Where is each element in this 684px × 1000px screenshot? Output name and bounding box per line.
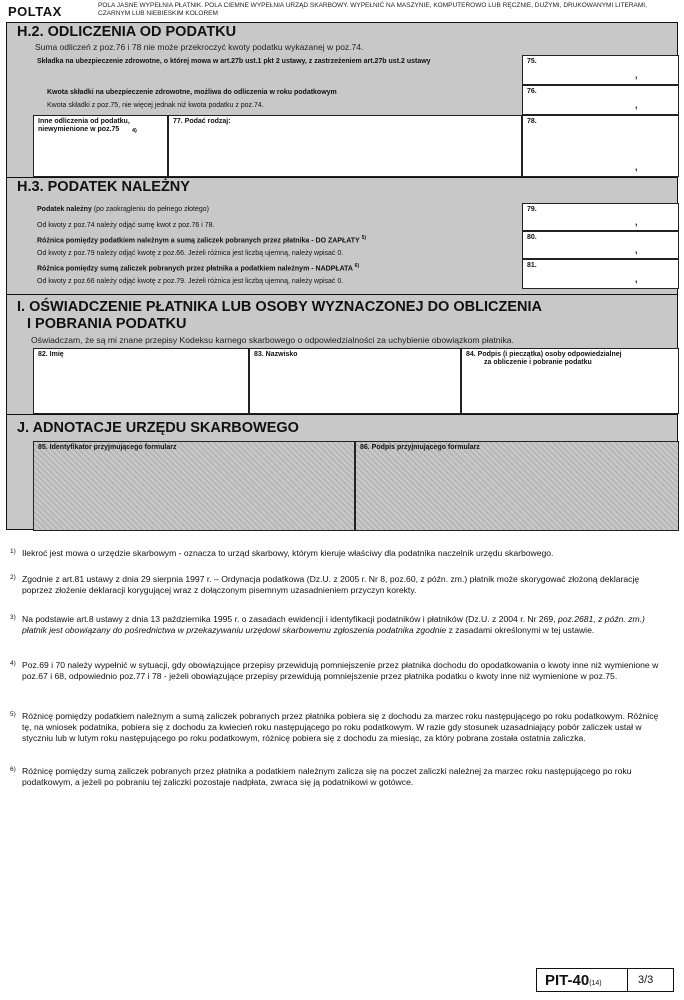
f75-number: 75. — [527, 58, 537, 65]
section-h3-title: H.3. PODATEK NALEŻNY — [17, 179, 190, 195]
f77-left-footnote-ref: 4) — [132, 128, 137, 134]
f80-number: 80. — [527, 234, 537, 241]
f79-number: 79. — [527, 206, 537, 213]
f78-amount-field[interactable] — [522, 115, 679, 177]
tax-office-id-field — [33, 441, 355, 531]
f81-label-main: Różnica pomiędzy sumą zaliczek pobranych przez płatnika a podatkiem należnym - NADPŁATA — [37, 265, 353, 273]
f81-amount-field[interactable] — [522, 259, 679, 289]
divider — [7, 294, 677, 295]
footnote-4 — [10, 660, 670, 682]
f75-decimal-comma: , — [635, 70, 638, 80]
f75-label: Składka na ubezpieczenie zdrowotne, o której mowa w art.27b ust.1 pkt 2 ustawy, z zastrzeżeniem art.27b ust.2 ustawy — [37, 58, 431, 65]
f81-decimal-comma: , — [635, 274, 638, 284]
f76-amount-field[interactable] — [522, 85, 679, 115]
f80-label-main: Różnica pomiędzy podatkiem należnym a sumą zaliczek pobranych przez płatnika - DO ZAPŁATY — [37, 237, 360, 245]
f81-number: 81. — [527, 262, 537, 269]
f84-label-line1: 84. Podpis (i pieczątka) osoby odpowiedzialnej — [466, 351, 622, 358]
footnote-1-text: Ilekroć jest mowa o urzędzie skarbowym - oznacza to urząd skarbowy, którym kieruje właściwy dla podatnika naczelnik urzędu skarbowego. — [22, 548, 554, 558]
brand-logo: POLTAX — [8, 4, 62, 19]
form-body — [6, 22, 678, 530]
footnote-1 — [10, 548, 670, 559]
page-number: 3/3 — [628, 968, 674, 992]
f80-note: Od kwoty z poz.79 należy odjąć kwotę z poz.66. Jeżeli różnica jest liczbą ujemną, należy wpisać 0. — [37, 250, 344, 257]
footnote-2-text: Zgodnie z art.81 ustawy z dnia 29 sierpnia 1997 r. – Ordynacja podatkowa (Dz.U. z 2005 r. Nr 8, poz.60, z późn. zm.) płatnik może skorygować złożoną deklarację poprzez złożenie deklaracji korygującej wraz z dołączonym pisemnym uzasadnieniem przyczyn korekty. — [22, 574, 640, 595]
f78-number: 78. — [527, 118, 537, 125]
footnote-3-text-a: Na podstawie art.8 ustawy z dnia 13 października 1995 r. o zasadach ewidencji i identyfikacji podatników i płatników (Dz.U. z 2004 r. Nr 269, — [22, 614, 556, 624]
fill-instructions: POLA JASNE WYPEŁNIA PŁATNIK. POLA CIEMNE WYPEŁNIA URZĄD SKARBOWY. WYPEŁNIĆ NA MASZYNIE, KOMPUTEROWO LUB RĘCZNIE, DUŻYMI, DRUKOWANYMI LITERAMI, CZARNYM LUB NIEBIESKIM KOLOREM — [98, 2, 647, 17]
f79-decimal-comma: , — [635, 217, 638, 227]
f79-note: Od kwoty z poz.74 należy odjąć sumę kwot z poz.76 i 78. — [37, 222, 215, 229]
footnote-2 — [10, 574, 670, 596]
last-name-field[interactable] — [249, 348, 461, 414]
f77-type-field[interactable] — [168, 115, 522, 177]
f79-label-main: Podatek należny — [37, 206, 92, 213]
f79-label-extra: (po zaokrągleniu do pełnego złotego) — [93, 206, 210, 213]
footnote-3-marker: 3) — [10, 614, 16, 621]
tax-office-signature-field — [355, 441, 679, 531]
f76-note: Kwota składki z poz.75, nie więcej jednak niż kwota podatku z poz.74. — [47, 102, 264, 109]
footnote-3-text-b: poz.2681, z późn. zm.) płatnik jest obowiązany do pośrednictwa w przekazywaniu urzędowi skarbowemu zgłoszenia podatnika zgodnie — [22, 614, 645, 635]
footnote-4-marker: 4) — [10, 660, 16, 667]
f81-footnote-ref: 6) — [354, 263, 360, 269]
f83-label: 83. Nazwisko — [254, 351, 298, 358]
section-i-title-line2: I POBRANIA PODATKU — [27, 316, 187, 332]
footnote-6 — [10, 766, 670, 788]
f79-amount-field[interactable] — [522, 203, 679, 231]
divider — [7, 414, 677, 415]
form-code: PIT-40 — [545, 972, 590, 989]
f84-label-line2: za obliczenie i pobranie podatku — [484, 359, 592, 366]
f85-label: 85. Identyfikator przyjmującego formularz — [38, 444, 177, 451]
f76-number: 76. — [527, 88, 537, 95]
divider — [7, 177, 677, 178]
f80-footnote-ref: 5) — [361, 235, 367, 241]
form-version: (14) — [589, 980, 602, 987]
f76-label: Kwota składki na ubezpieczenie zdrowotne, możliwa do odliczenia w roku podatkowym — [47, 89, 337, 96]
footnote-4-text: Poz.69 i 70 należy wypełnić w sytuacji, gdy obowiązujące przepisy przewidują pomniejszenie przez płatnika dochodu do opodatkowania o kwoty inne niż wymienione w poz.67 i 68, odpowiednio poz.77 i 78 - jeżeli obowiązujące przepisy przewidują pomniejszenie przez płatnika podatku o kwoty inne niż wymienione w poz.75. — [22, 660, 659, 681]
footnote-5-marker: 5) — [10, 711, 16, 718]
section-h2-title: H.2. ODLICZENIA OD PODATKU — [17, 24, 237, 40]
f78-decimal-comma: , — [635, 162, 638, 172]
form-code-box — [536, 968, 628, 992]
footnote-5 — [10, 711, 670, 744]
footnote-3-text-c: z zasadami określonymi w tej ustawie. — [448, 625, 595, 635]
footnote-2-marker: 2) — [10, 574, 16, 581]
section-j-title: J. ADNOTACJE URZĘDU SKARBOWEGO — [17, 420, 299, 436]
footnote-6-text: Różnicę pomiędzy sumą zaliczek pobranych przez płatnika a podatkiem należnym zalicza się na poczet zaliczki należnej za marzec roku następującego po roku podatkowym, a jeżeli po pobraniu tej zaliczki pozostaje nadpłata, zwraca się ją podatnikowi w gotówce. — [22, 766, 632, 787]
f80-amount-field[interactable] — [522, 231, 679, 259]
section-i-statement: Oświadczam, że są mi znane przepisy Kodeksu karnego skarbowego o odpowiedzialności za uchybienie obowiązkom płatnika. — [31, 335, 514, 345]
f81-label — [37, 262, 521, 273]
section-h2-subtitle: Suma odliczeń z poz.76 i 78 nie może przekroczyć kwoty podatku wykazanej w poz.74. — [35, 42, 364, 52]
footnote-3-text — [22, 614, 670, 636]
signature-field[interactable] — [461, 348, 679, 414]
footnote-3 — [10, 614, 670, 636]
footnote-6-marker: 6) — [10, 766, 16, 773]
f80-decimal-comma: , — [635, 245, 638, 255]
first-name-field[interactable] — [33, 348, 249, 414]
f77-label: 77. Podać rodzaj: — [173, 118, 231, 125]
footnote-5-text: Różnicę pomiędzy podatkiem należnym a sumą zaliczek pobranych przez płatnika pobiera się z dochodu za marzec roku następującego po roku podatkowym. Różnicę tę, na wniosek podatnika, pobiera się z dochodu za kwiecień roku następującego po roku podatkowym. W razie gdy stosunek uzasadniający pobór zaliczek ustał w styczniu lub w lutym roku następującego po roku podatkowym, różnicę pobiera się z dochodu za miesiąc, za który pobrana została ostatnia zaliczka. — [22, 711, 659, 743]
f81-note: Od kwoty z poz.66 należy odjąć kwotę z poz.79. Jeżeli różnica jest liczbą ujemną, należy wpisać 0. — [37, 278, 344, 285]
f79-label — [37, 206, 517, 214]
f80-label — [37, 234, 521, 245]
f82-label: 82. Imię — [38, 351, 64, 358]
f86-label: 86. Podpis przyjmującego formularz — [360, 444, 480, 451]
footnote-1-marker: 1) — [10, 548, 16, 555]
section-i-title-line1: I. OŚWIADCZENIE PŁATNIKA LUB OSOBY WYZNACZONEJ DO OBLICZENIA — [17, 299, 542, 315]
f75-amount-field[interactable] — [522, 55, 679, 85]
f77-left-label: Inne odliczenia od podatku, niewymienione w poz.75 — [38, 118, 130, 133]
f77-left-cell — [33, 115, 168, 177]
f76-decimal-comma: , — [635, 100, 638, 110]
